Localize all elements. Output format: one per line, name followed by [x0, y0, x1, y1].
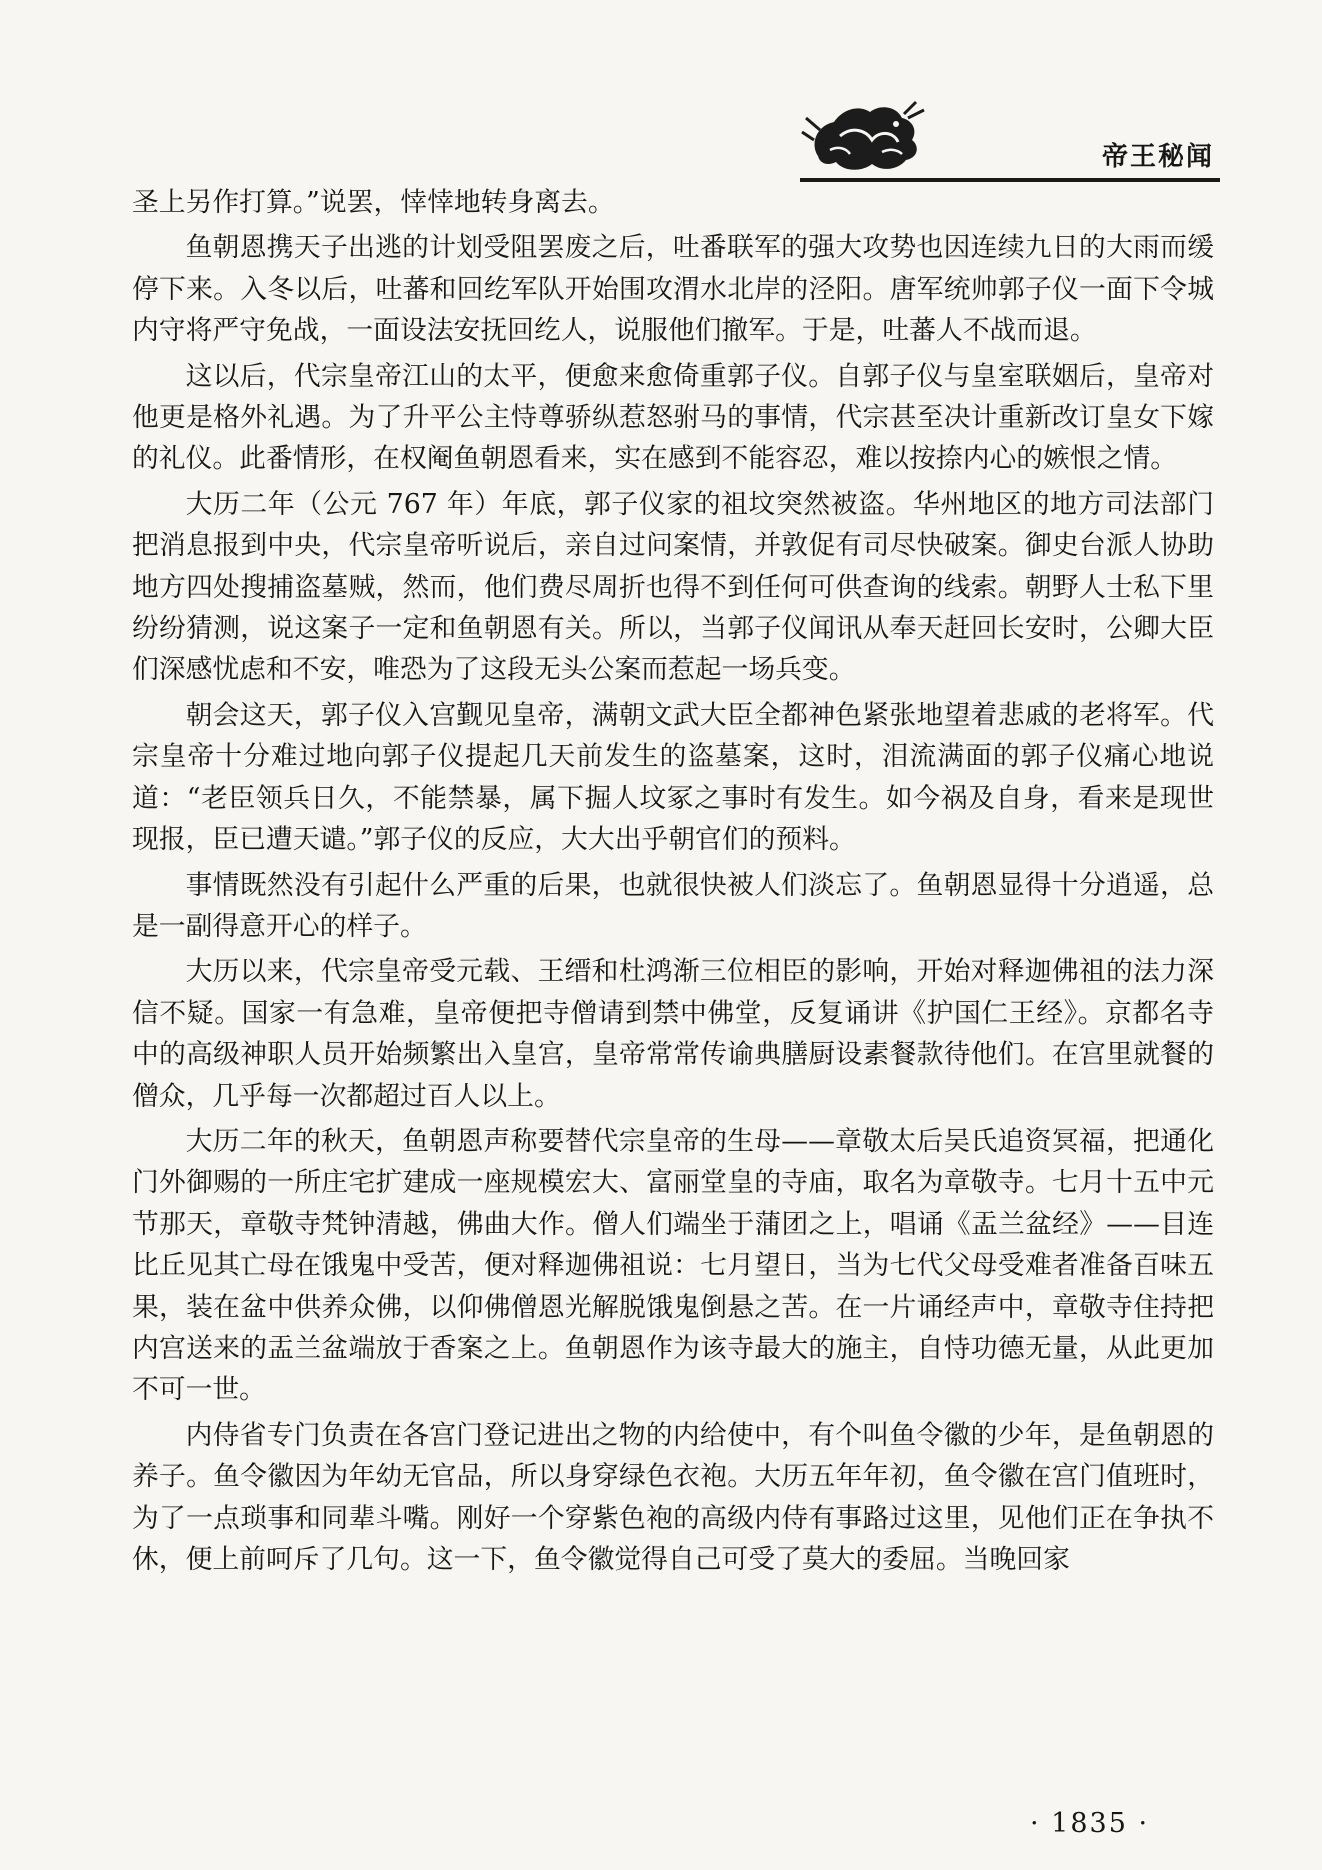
paragraph: 大历二年（公元 767 年）年底，郭子仪家的祖坟突然被盗。华州地区的地方司法部门把消息报到中央，代宗皇帝听说后，亲自过问案情，并敦促有司尽快破案。御史台派人协助地方四处搜捕盗墓贼，然而，他们费尽周折也得不到任何可供查询的线索。朝野人士私下里纷纷猜测，说这案子一定和鱼朝恩有关。所以，当郭子仪闻讯从奉天赶回长安时，公卿大臣们深感忧虑和不安，唯恐为了这段无头公案而惹起一场兵变。 [132, 488, 1214, 686]
paragraph: 大历二年的秋天，鱼朝恩声称要替代宗皇帝的生母——章敬太后吴氏追资冥福，把通化门外御赐的一所庄宅扩建成一座规模宏大、富丽堂皇的寺庙，取名为章敬寺。七月十五中元节那天，章敬寺梵钟清越，佛曲大作。僧人们端坐于蒲团之上，唱诵《盂兰盆经》——目连比丘见其亡母在饿鬼中受苦，便对释迦佛祖说：七月望日，当为七代父母受难者准备百味五果，装在盆中供养众佛，以仰佛僧恩光解脱饿鬼倒悬之苦。在一片诵经声中，章敬寺住持把内宫送来的盂兰盆端放于香案之上。鱼朝恩作为该寺最大的施主，自恃功德无量，从此更加不可一世。 [132, 1125, 1214, 1406]
paragraph: 大历以来，代宗皇帝受元载、王缙和杜鸿渐三位相臣的影响，开始对释迦佛祖的法力深信不疑。国家一有急难，皇帝便把寺僧请到禁中佛堂，反复诵讲《护国仁王经》。京都名寺中的高级神职人员开始频繁出入皇宫，皇帝常常传谕典膳厨设素餐款待他们。在宫里就餐的僧众，几乎每一次都超过百人以上。 [132, 956, 1214, 1112]
paragraph: 内侍省专门负责在各宫门登记进出之物的内给使中，有个叫鱼令徽的少年，是鱼朝恩的养子。鱼令徽因为年幼无官品，所以身穿绿色衣袍。大历五年年初，鱼令徽在宫门值班时，为了一点琐事和同辈斗嘴。刚好一个穿紫色袍的高级内侍有事路过这里，见他们正在争执不休，便上前呵斥了几句。这一下，鱼令徽觉得自己可受了莫大的委屈。当晚回家 [132, 1419, 1214, 1575]
paragraph: 这以后，代宗皇帝江山的太平，便愈来愈倚重郭子仪。自郭子仪与皇室联姻后，皇帝对他更是格外礼遇。为了升平公主恃尊骄纵惹怒驸马的事情，代宗甚至决计重新改订皇女下嫁的礼仪。此番情形，在权阉鱼朝恩看来，实在感到不能容忍，难以按捺内心的嫉恨之情。 [132, 360, 1214, 475]
paragraph: 朝会这天，郭子仪入宫觐见皇帝，满朝文武大臣全都神色紧张地望着悲戚的老将军。代宗皇帝十分难过地向郭子仪提起几天前发生的盗墓案，这时，泪流满面的郭子仪痛心地说道：“老臣领兵日久，不能禁暴，属下掘人坟冢之事时有发生。如今祸及自身，看来是现世现报，臣已遭天谴。”郭子仪的反应，大大出乎朝官们的预料。 [132, 699, 1214, 856]
running-header [800, 96, 1220, 186]
dragon-icon [800, 96, 930, 178]
paragraph: 事情既然没有引起什么严重的后果，也就很快被人们淡忘了。鱼朝恩显得十分逍遥，总是一副得意开心的样子。 [132, 869, 1214, 942]
page-number: · 1835 · [1030, 1808, 1150, 1839]
paragraph: 圣上另作打算。”说罢，悻悻地转身离去。 [132, 187, 615, 218]
body-text [132, 182, 1214, 1584]
header-title: 帝王秘闻 [1101, 142, 1214, 172]
paragraph: 鱼朝恩携天子出逃的计划受阻罢废之后，吐番联军的强大攻势也因连续九日的大雨而缓停下来。入冬以后，吐蕃和回纥军队开始围攻渭水北岸的泾阳。唐军统帅郭子仪一面下令城内守将严守免战，一面设法安抚回纥人，说服他们撤军。于是，吐蕃人不战而退。 [132, 232, 1214, 347]
